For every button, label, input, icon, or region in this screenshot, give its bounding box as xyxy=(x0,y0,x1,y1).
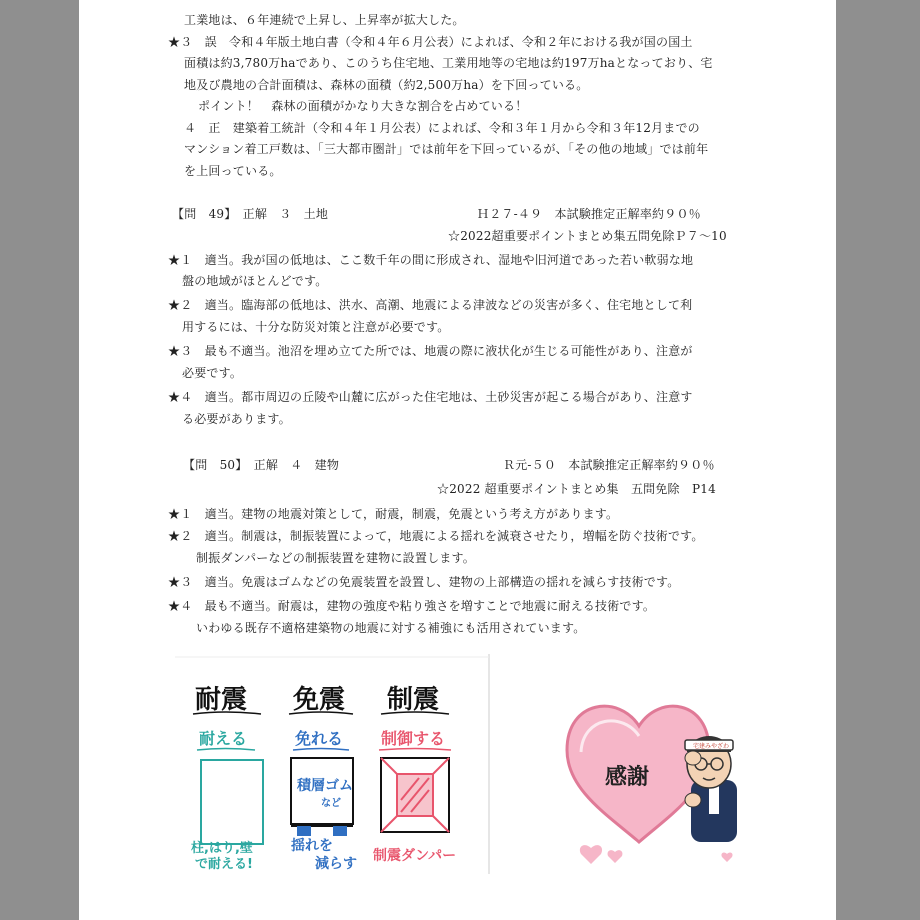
seishin-column xyxy=(373,685,456,864)
col3-title: 制震 xyxy=(387,685,440,715)
question-source: Ｈ２７-４９ 本試験推定正解率約９０％ xyxy=(477,207,701,221)
answer-line: ★１ 適当。我が国の低地は、ここ数千年の間に形成され、湿地や旧河道であった若い軟弱な地 xyxy=(168,253,694,267)
question-header: 【問 50】 正解 ４ 建物 xyxy=(183,458,340,472)
taishin-column xyxy=(191,685,263,872)
text-line: 面積は約3,780万haであり、このうち住宅地、工業用地等の宅地は約197万haとなっており、宅 xyxy=(184,56,713,70)
reference-note: ☆2022 超重要ポイントまとめ集 五問免除 P14 xyxy=(437,482,716,496)
text-line: 地及び農地の合計面積は、森林の面積（約2,500万ha）を下回っている。 xyxy=(184,78,589,92)
thanks-illustration xyxy=(549,680,749,870)
document-page xyxy=(79,0,836,920)
text-line: マンション着工戸数は、「三大都市圏計」では前年を下回っているが、「その他の地域」では前年 xyxy=(184,142,709,156)
rubber-bearing xyxy=(297,826,311,836)
headband-text: 宅建みやざわ xyxy=(693,743,730,750)
answer-line: 制振ダンパーなどの制振装置を建物に設置します。 xyxy=(196,551,475,565)
col2-inner: など xyxy=(321,798,341,809)
col1-note: 柱,はり,壁 xyxy=(191,841,253,856)
col2-subtitle: 免れる xyxy=(295,729,344,748)
col1-subtitle: 耐える xyxy=(199,729,248,748)
col1-note: で耐える! xyxy=(195,857,253,872)
menshin-column xyxy=(289,684,357,872)
answer-line: 盤の地域がほとんどです。 xyxy=(182,274,328,288)
answer-line: ★４ 最も不適当。耐震は，建物の強度や粘り強さを増すことで地震に耐える技術です。 xyxy=(168,599,656,613)
answer-line: ★３ 最も不適当。池沼を埋め立てた所では、地震の際に液状化が生じる可能性があり、注意が xyxy=(168,344,693,358)
reference-note: ☆2022超重要ポイントまとめ集五問免除Ｐ７～10 xyxy=(448,229,727,243)
rubber-bearing xyxy=(333,826,347,836)
col3-subtitle: 制御する xyxy=(381,729,446,748)
answer-line: る必要があります。 xyxy=(182,412,291,426)
col2-title: 免震 xyxy=(293,685,346,715)
text-line: を上回っている。 xyxy=(184,164,282,178)
text-line: ★３ 誤 令和４年版土地白書（令和４年６月公表）によれば、令和２年における我が国の国土 xyxy=(168,35,693,49)
small-heart-icon xyxy=(721,853,732,862)
answer-line: ★４ 適当。都市周辺の丘陵や山麓に広がった住宅地は、土砂災害が起こる場合があり、注意す xyxy=(168,390,693,404)
col3-note: 制震ダンパー xyxy=(373,848,457,864)
answer-line: 必要です。 xyxy=(182,366,243,380)
seismic-methods-illustration xyxy=(175,654,493,874)
answer-line: 用するには、十分な防災対策と注意が必要です。 xyxy=(182,320,450,334)
answer-line: いわゆる既存不適格建築物の地震に対する補強にも活用されています。 xyxy=(196,621,586,635)
answer-line: ★３ 適当。免震はゴムなどの免震装置を設置し、建物の上部構造の揺れを減らす技術です。 xyxy=(168,575,680,589)
col2-note: 減らす xyxy=(315,856,357,872)
col2-inner: 積層ゴム xyxy=(297,778,353,794)
question-header: 【問 49】 正解 ３ 土地 xyxy=(172,207,329,221)
answer-line: ★２ 適当。制震は，制振装置によって，地震による揺れを減衰させたり，増幅を防ぐ技術です。 xyxy=(168,529,704,543)
answer-line: ★２ 適当。臨海部の低地は、洪水、高潮、地震による津波などの災害が多く、住宅地として利 xyxy=(168,298,693,312)
point-note: ポイント！ 森林の面積がかなり大きな割合を占めている！ xyxy=(198,99,528,113)
col2-note: 揺れを xyxy=(291,838,333,854)
small-heart-icon xyxy=(608,850,623,863)
small-heart-icon xyxy=(580,845,602,864)
building-frame xyxy=(201,760,263,844)
text-line: 工業地は、６年連続で上昇し、上昇率が拡大した。 xyxy=(184,13,465,27)
heart-label: 感謝 xyxy=(605,765,650,790)
question-source: Ｒ元-５０ 本試験推定正解率約９０％ xyxy=(503,458,715,472)
text-line: ４ 正 建築着工統計（令和４年１月公表）によれば、令和３年１月から令和３年12月までの xyxy=(184,121,700,135)
answer-line: ★１ 適当。建物の地震対策として，耐震，制震，免震という考え方があります。 xyxy=(168,507,619,521)
col1-title: 耐震 xyxy=(195,685,248,715)
